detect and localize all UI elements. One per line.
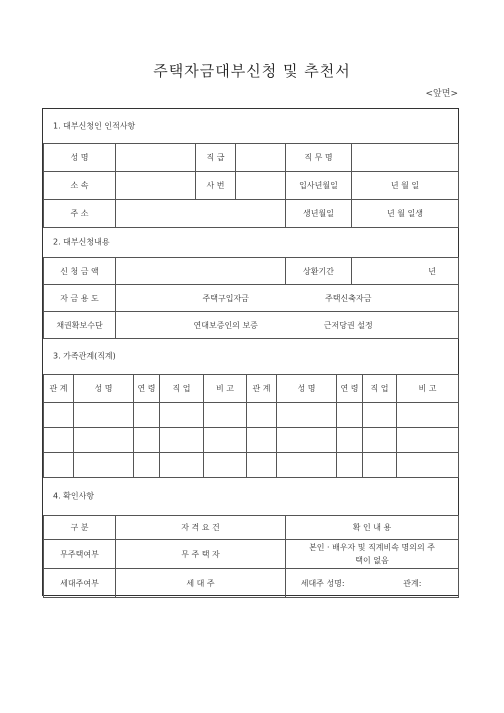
- address-field[interactable]: [116, 200, 286, 228]
- affiliation-field[interactable]: [116, 172, 196, 200]
- family-cell[interactable]: [337, 453, 363, 478]
- family-header-relation: 관 계: [44, 375, 74, 403]
- table-row: [44, 453, 459, 478]
- family-header-name: 성 명: [277, 375, 337, 403]
- family-cell[interactable]: [160, 403, 204, 428]
- security-option-guarantor[interactable]: 연대보증인의 보증: [193, 320, 258, 330]
- position-label: 직 무 명: [286, 144, 352, 172]
- section-1-heading: 1. 대부신청인 인적사항: [53, 121, 136, 131]
- birth-date-field[interactable]: 년 월 일생: [352, 200, 459, 228]
- family-header-job: 직 업: [160, 375, 204, 403]
- family-cell[interactable]: [277, 453, 337, 478]
- family-cell[interactable]: [397, 428, 459, 453]
- family-cell[interactable]: [277, 403, 337, 428]
- verification-table: [43, 515, 459, 598]
- family-header-relation: 관 계: [247, 375, 277, 403]
- fund-use-label: 자 금 용 도: [44, 285, 116, 312]
- family-header-note: 비 고: [397, 375, 459, 403]
- family-header-job: 직 업: [363, 375, 397, 403]
- family-cell[interactable]: [44, 453, 74, 478]
- affiliation-label: 소 속: [44, 172, 116, 200]
- rank-label: 직 급: [196, 144, 236, 172]
- family-relations-table: [43, 374, 459, 478]
- table-row: [44, 403, 459, 428]
- family-cell[interactable]: [247, 453, 277, 478]
- document-title: 주택자금대부신청 및 추천서: [153, 62, 351, 80]
- position-field[interactable]: [352, 144, 459, 172]
- verify-header-category: 구 분: [44, 516, 116, 540]
- security-options[interactable]: [116, 312, 459, 339]
- loan-amount-label: 신 청 금 액: [44, 258, 116, 285]
- family-cell[interactable]: [204, 453, 247, 478]
- fund-use-options[interactable]: [116, 285, 459, 312]
- repayment-period-label: 상환기간: [286, 258, 352, 285]
- name-field[interactable]: [116, 144, 196, 172]
- address-label: 주 소: [44, 200, 116, 228]
- employee-id-field[interactable]: [236, 172, 286, 200]
- fund-use-option-construction[interactable]: 주택신축자금: [325, 293, 372, 303]
- family-cell[interactable]: [44, 428, 74, 453]
- hire-date-field[interactable]: 년 월 일: [352, 172, 459, 200]
- applicant-info-table: [43, 143, 459, 228]
- section-3-heading: 3. 가족관계(직계): [53, 351, 116, 361]
- section-2-heading: 2. 대부신청내용: [53, 237, 110, 247]
- family-cell[interactable]: [74, 428, 134, 453]
- security-label: 채권확보수단: [44, 312, 116, 339]
- family-cell[interactable]: [74, 453, 134, 478]
- birth-date-label: 생년월일: [286, 200, 352, 228]
- family-cell[interactable]: [247, 428, 277, 453]
- family-header-note: 비 고: [204, 375, 247, 403]
- rank-field[interactable]: [236, 144, 286, 172]
- family-cell[interactable]: [204, 428, 247, 453]
- homeless-confirmation: 본인 · 배우자 및 직계비속 명의의 주택이 없음: [286, 540, 459, 569]
- householder-label: 세대주여부: [44, 569, 116, 598]
- family-header-age: 연 령: [134, 375, 160, 403]
- family-cell[interactable]: [74, 403, 134, 428]
- family-cell[interactable]: [363, 428, 397, 453]
- page-side-label: <앞면>: [425, 89, 458, 99]
- family-cell[interactable]: [204, 403, 247, 428]
- householder-requirement: 세 대 주: [116, 569, 286, 598]
- family-cell[interactable]: [160, 428, 204, 453]
- family-cell[interactable]: [337, 428, 363, 453]
- family-cell[interactable]: [134, 403, 160, 428]
- householder-name-label: 세대주 성명:: [300, 578, 345, 588]
- family-cell[interactable]: [160, 453, 204, 478]
- householder-confirmation[interactable]: [286, 569, 459, 598]
- verify-header-confirmation: 확 인 내 용: [286, 516, 459, 540]
- application-form: [42, 108, 459, 596]
- section-4-heading: 4. 확인사항: [53, 491, 95, 501]
- family-cell[interactable]: [44, 403, 74, 428]
- householder-relation-label: 관계:: [403, 578, 422, 588]
- family-cell[interactable]: [134, 428, 160, 453]
- verify-header-requirement: 자 격 요 건: [116, 516, 286, 540]
- family-header-age: 연 령: [337, 375, 363, 403]
- family-cell[interactable]: [337, 403, 363, 428]
- family-cell[interactable]: [247, 403, 277, 428]
- homeless-requirement: 무 주 택 자: [116, 540, 286, 569]
- family-cell[interactable]: [397, 453, 459, 478]
- family-cell[interactable]: [363, 453, 397, 478]
- security-option-mortgage[interactable]: 근저당권 설정: [323, 320, 373, 330]
- family-cell[interactable]: [397, 403, 459, 428]
- fund-use-option-purchase[interactable]: 주택구입자금: [202, 293, 249, 303]
- repayment-period-field[interactable]: 년: [352, 258, 459, 285]
- loan-request-table: [43, 257, 459, 339]
- family-header-name: 성 명: [74, 375, 134, 403]
- family-cell[interactable]: [277, 428, 337, 453]
- loan-amount-field[interactable]: [116, 258, 286, 285]
- employee-id-label: 사 번: [196, 172, 236, 200]
- table-row: [44, 428, 459, 453]
- family-cell[interactable]: [134, 453, 160, 478]
- family-cell[interactable]: [363, 403, 397, 428]
- homeless-label: 무주택여부: [44, 540, 116, 569]
- name-label: 성 명: [44, 144, 116, 172]
- hire-date-label: 입사년월일: [286, 172, 352, 200]
